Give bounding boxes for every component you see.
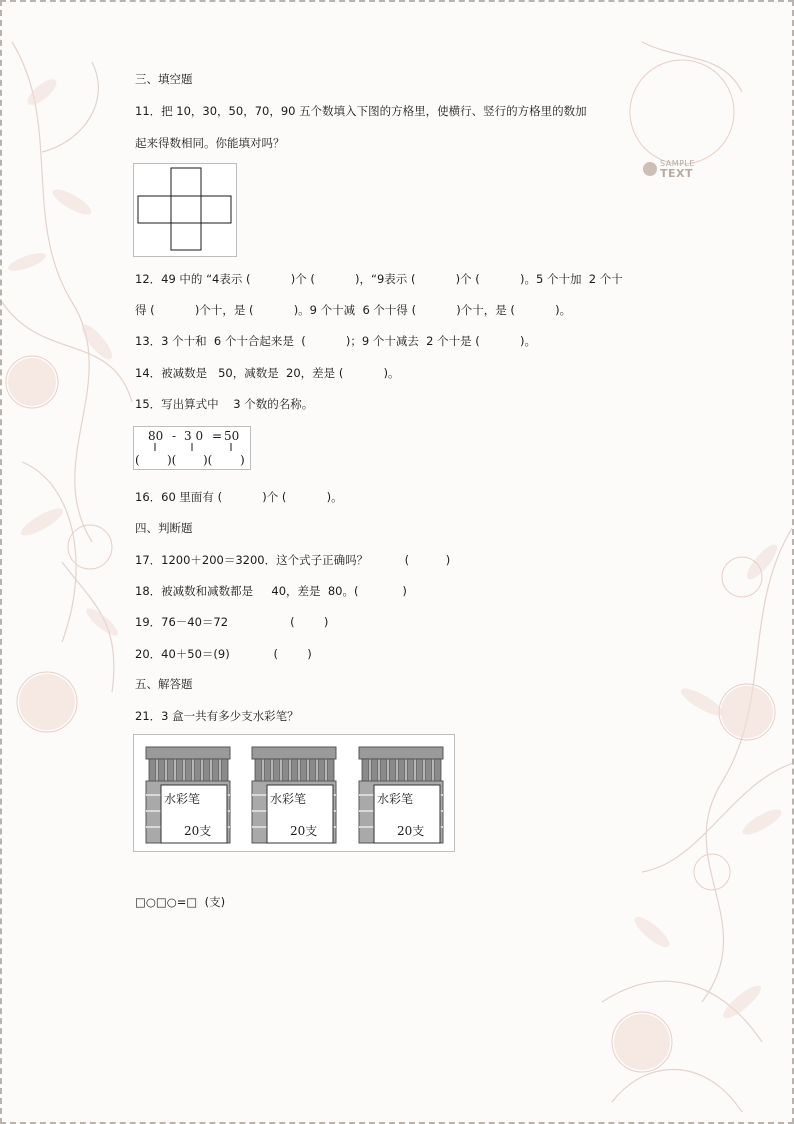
question-19: 19．76－40＝72 ( ) — [135, 615, 329, 629]
blank-paren-1: ( — [135, 453, 140, 467]
watermark-line1: SAMPLE — [660, 159, 695, 168]
question-17: 17．1200＋200＝3200．这个式子正确吗？ ( ) — [135, 553, 451, 567]
blank-paren-3: )( — [203, 453, 213, 467]
question-18: 18．被减数和减数都是 40，差是 80。( ) — [135, 584, 407, 598]
question-14: 14．被减数是 50，减数是 20，差是 ( )。 — [135, 366, 400, 380]
marker-box-count: 20支 — [184, 824, 212, 838]
marker-box-label: 水彩笔 — [164, 792, 201, 806]
marker-boxes-figure — [133, 734, 455, 852]
marker-box-label: 水彩笔 — [377, 792, 414, 806]
expression-subtrahend: 3 0 — [184, 429, 204, 443]
section-heading-true-false: 四、判断题 — [135, 521, 193, 535]
marker-box — [146, 747, 230, 843]
cross-grid-drawing — [134, 164, 236, 256]
expression-minuend: 80 — [148, 429, 164, 443]
expression-minus: - — [172, 429, 177, 443]
question-15: 15．写出算式中 3 个数的名称。 — [135, 397, 314, 411]
sample-watermark-icon — [643, 162, 657, 176]
expression-difference: 50 — [224, 429, 240, 443]
section-heading-problem-solving: 五、解答题 — [135, 677, 193, 691]
question-21: 21．3 盒一共有多少支水彩笔？ — [135, 709, 299, 723]
marker-box — [359, 747, 443, 843]
blank-paren-4: ) — [240, 453, 245, 467]
sample-watermark — [660, 160, 700, 179]
watermark-line2: TEXT — [660, 167, 694, 180]
expression-equals: = — [212, 429, 223, 443]
question-13: 13．3 个十和 6 个十合起来是 ( )；9 个十减去 2 个十是 ( )。 — [135, 334, 536, 348]
question-16: 16．60 里面有 ( )个 ( )。 — [135, 490, 343, 504]
marker-box-label: 水彩笔 — [270, 792, 307, 806]
marker-box — [252, 747, 336, 843]
question-12-line2: 得 ( )个十，是 ( )。9 个十减 6 个十得 ( )个十，是 ( )。 — [135, 303, 572, 317]
cross-grid-figure — [133, 163, 237, 257]
question-12-line1: 12．49 中的 “4表示 ( )个 ( )，“9表示 ( )个 ( )。5 个十加 2 个十 — [135, 272, 623, 286]
section-heading-fill-blank: 三、填空题 — [135, 72, 193, 86]
subtraction-expression-drawing — [134, 427, 250, 469]
marker-box-count: 20支 — [397, 824, 425, 838]
blank-paren-2: )( — [167, 453, 177, 467]
question-11-line1: 11．把 10，30，50，70，90 五个数填入下图的方格里，使横行、竖行的方格里的数加 — [135, 104, 587, 118]
marker-boxes-drawing — [134, 735, 454, 851]
question-11-line2: 起来得数相同。你能填对吗？ — [135, 136, 285, 150]
subtraction-expression-figure — [133, 426, 251, 470]
question-20: 20．40＋50＝(9) ( ) — [135, 647, 312, 661]
marker-box-count: 20支 — [290, 824, 318, 838]
answer-formula: □○□○=□ (支) — [135, 895, 226, 909]
